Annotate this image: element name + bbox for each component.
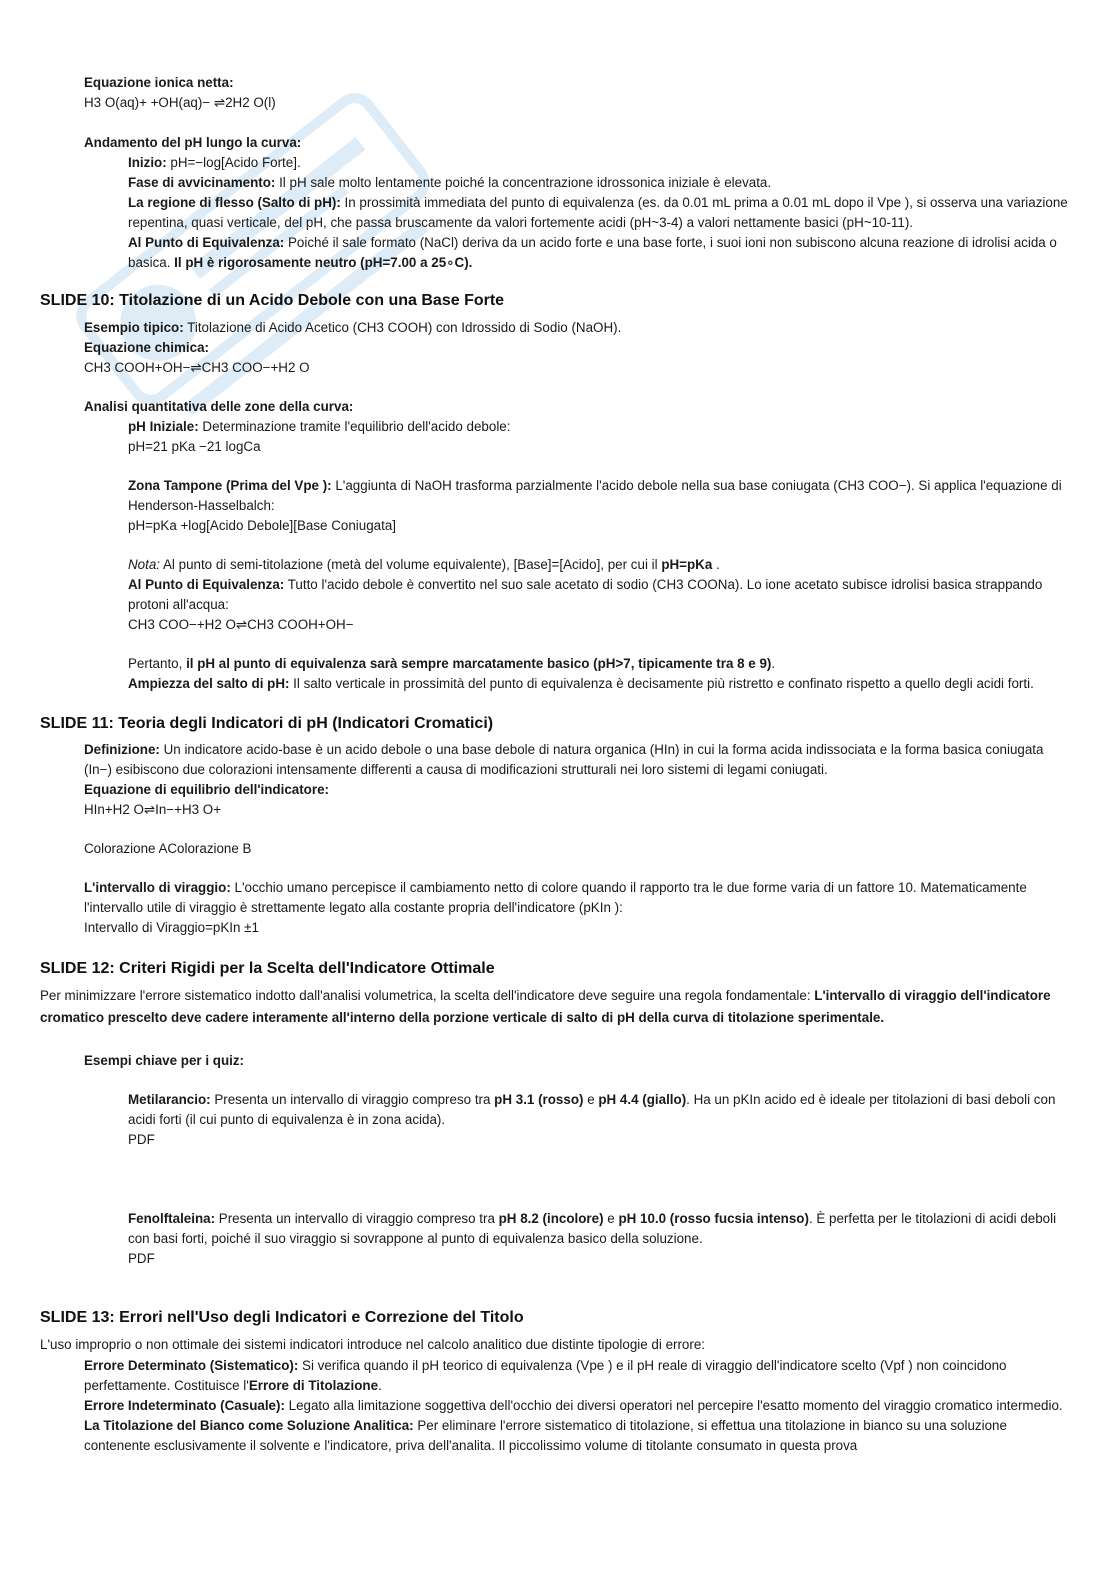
zona-tampone-item: Zona Tampone (Prima del Vpe ): L'aggiunta di NaOH trasforma parzialmente l'acido debole nella sua base coniugata (CH3 COO−). Si applica l'equazione di Henderson-Hasselbalch: — [128, 478, 1062, 513]
ampiezza-item: Ampiezza del salto di pH: Il salto verticale in prossimità del punto di equivalenza è decisamente più ristretto e confinato rispetto a quello degli acidi forti. — [128, 676, 1034, 691]
eqind-formula: HIn+H2 O⇌In−+H3 O+ — [84, 802, 222, 817]
equivalenza-debole-item: Al Punto di Equivalenza: Tutto l'acido debole è convertito nel suo sale acetato di sodio (CH3 COONa). Lo ione acetato subisce idrolisi basica strappando protoni all'acqua: — [128, 577, 1043, 612]
slide10-title: SLIDE 10: Titolazione di un Acido Debole con una Base Forte — [40, 292, 505, 309]
inizio-item: Inizio: pH=−log[Acido Forte]. — [128, 155, 301, 170]
viraggio-item: L'intervallo di viraggio: L'occhio umano percepisce il cambiamento netto di colore quando il rapporto tra le due forme varia di un fattore 10. Matematicamente l'intervallo utile di viraggio è strettamente legato alla costante propria dell'indicatore (pKIn ): — [84, 880, 1027, 915]
fenolftaleina-item: Fenolftaleina: Presenta un intervallo di viraggio compreso tra pH 8.2 (incolore) e pH 10.0 (rosso fucsia intenso). È perfetta per le titolazioni di acidi deboli con basi forti, poiché il suo viraggio si sovrappone al punto di equivalenza basico della soluzione. — [128, 1211, 1057, 1246]
colorazione-text: Colorazione AColorazione B — [84, 841, 252, 856]
pdf-label: PDF — [128, 1251, 155, 1266]
andamento-label: Andamento del pH lungo la curva: — [84, 135, 302, 150]
equivalenza-item: Al Punto di Equivalenza: Poiché il sale formato (NaCl) deriva da un acido forte e una base forte, i suoi ioni non subiscono alcuna reazione di idrolisi acida o basica. Il pH è rigorosamente neutro (pH=7.00 a 25∘C). — [128, 235, 1057, 270]
definizione-item: Definizione: Un indicatore acido-base è un acido debole o una base debole di natura organica (HIn) in cui la forma acida indissociata e la forma basica coniugata (In−) esibiscono due colorazioni intensamente differenti a causa di modificazioni strutturali nei loro sistemi di legami coniugati. — [84, 742, 1044, 777]
idrolisi-formula: CH3 COO−+H2 O⇌CH3 COOH+OH− — [128, 617, 354, 632]
eqchim-formula: CH3 COOH+OH−⇌CH3 COO−+H2 O — [84, 360, 310, 375]
errore-indeterminato-item: Errore Indeterminato (Casuale): Legato alla limitazione soggettiva dell'occhio dei diversi operatori nel percepire l'esatto momento del viraggio cromatico intermedio. — [84, 1398, 1063, 1413]
errore-determinato-item: Errore Determinato (Sistematico): Si verifica quando il pH teorico di equivalenza (Vpe ) e il pH reale di viraggio dell'indicatore scelto (Vpf ) non coincidono perfettamente. Costituisce l'Errore di Titolazione. — [84, 1358, 1007, 1393]
analisi-label: Analisi quantitativa delle zone della curva: — [84, 399, 354, 414]
pdf-label: PDF — [128, 1132, 155, 1147]
esempio-tipico: Esempio tipico: Titolazione di Acido Acetico (CH3 COOH) con Idrossido di Sodio (NaOH). — [84, 320, 622, 335]
avvicinamento-item: Fase di avvicinamento: Il pH sale molto lentamente poiché la concentrazione idrossonica iniziale è elevata. — [128, 175, 772, 190]
eq-ionica-label: Equazione ionica netta: — [84, 75, 234, 90]
slide11-title: SLIDE 11: Teoria degli Indicatori di pH (Indicatori Cromatici) — [40, 715, 494, 732]
metilarancio-item: Metilarancio: Presenta un intervallo di viraggio compreso tra pH 3.1 (rosso) e pH 4.4 (giallo). Ha un pKIn acido ed è ideale per titolazioni di basi deboli con acidi forti (il cui punto di equivalenza è in zona acida). — [128, 1092, 1056, 1127]
slide13-title: SLIDE 13: Errori nell'Uso degli Indicatori e Correzione del Titolo — [40, 1309, 524, 1326]
ph-iniziale-item: pH Iniziale: Determinazione tramite l'equilibrio dell'acido debole: — [128, 419, 511, 434]
eqind-label: Equazione di equilibrio dell'indicatore: — [84, 782, 329, 797]
ph-iniziale-formula: pH=21 pKa −21 logCa — [128, 439, 261, 454]
viraggio-formula: Intervallo di Viraggio=pKIn ±1 — [84, 920, 259, 935]
titolazione-bianco-item: La Titolazione del Bianco come Soluzione Analitica: Per eliminare l'errore sistematico di titolazione, si effettua una titolazione in bianco su una soluzione contenente esclusivamente il solvente e l'indicatore, priva dell'analita. Il piccolissimo volume di titolante consumato in questa prova — [84, 1418, 1007, 1453]
slide13-intro: L'uso improprio o non ottimale dei sistemi indicatori introduce nel calcolo analitico due distinte tipologie di errore: — [40, 1337, 706, 1352]
henderson-formula: pH=pKa +log[Acido Debole][Base Coniugata] — [128, 518, 396, 533]
nota-item: Nota: Al punto di semi-titolazione (metà del volume equivalente), [Base]=[Acido], per cui il pH=pKa . — [128, 557, 720, 572]
slide12-intro: Per minimizzare l'errore sistematico indotto dall'analisi volumetrica, la scelta dell'indicatore deve seguire una regola fondamentale: L'intervallo di viraggio dell'indicatore cromatico prescelto deve cadere interamente all'interno della porzione verticale di salto di pH della curva di titolazione sperimentale. — [40, 988, 1051, 1025]
flesso-item: La regione di flesso (Salto di pH): In prossimità immediata del punto di equivalenza (es. da 0.01 mL prima a 0.01 mL dopo il Vpe ), si osserva una variazione repentina, quasi verticale, del pH, che passa bruscamente da valori fortemente acidi (pH~3-4) a valori nettamente basici (pH~10-11). — [128, 195, 1068, 230]
esempi-label: Esempi chiave per i quiz: — [84, 1053, 244, 1068]
slide12-title: SLIDE 12: Criteri Rigidi per la Scelta dell'Indicatore Ottimale — [40, 960, 495, 977]
eq-ionica-formula: H3 O(aq)+ +OH(aq)− ⇌2H2 O(l) — [84, 95, 276, 110]
eqchim-label: Equazione chimica: — [84, 340, 210, 355]
pertanto-item: Pertanto, il pH al punto di equivalenza sarà sempre marcatamente basico (pH>7, tipicamente tra 8 e 9). — [128, 656, 776, 671]
